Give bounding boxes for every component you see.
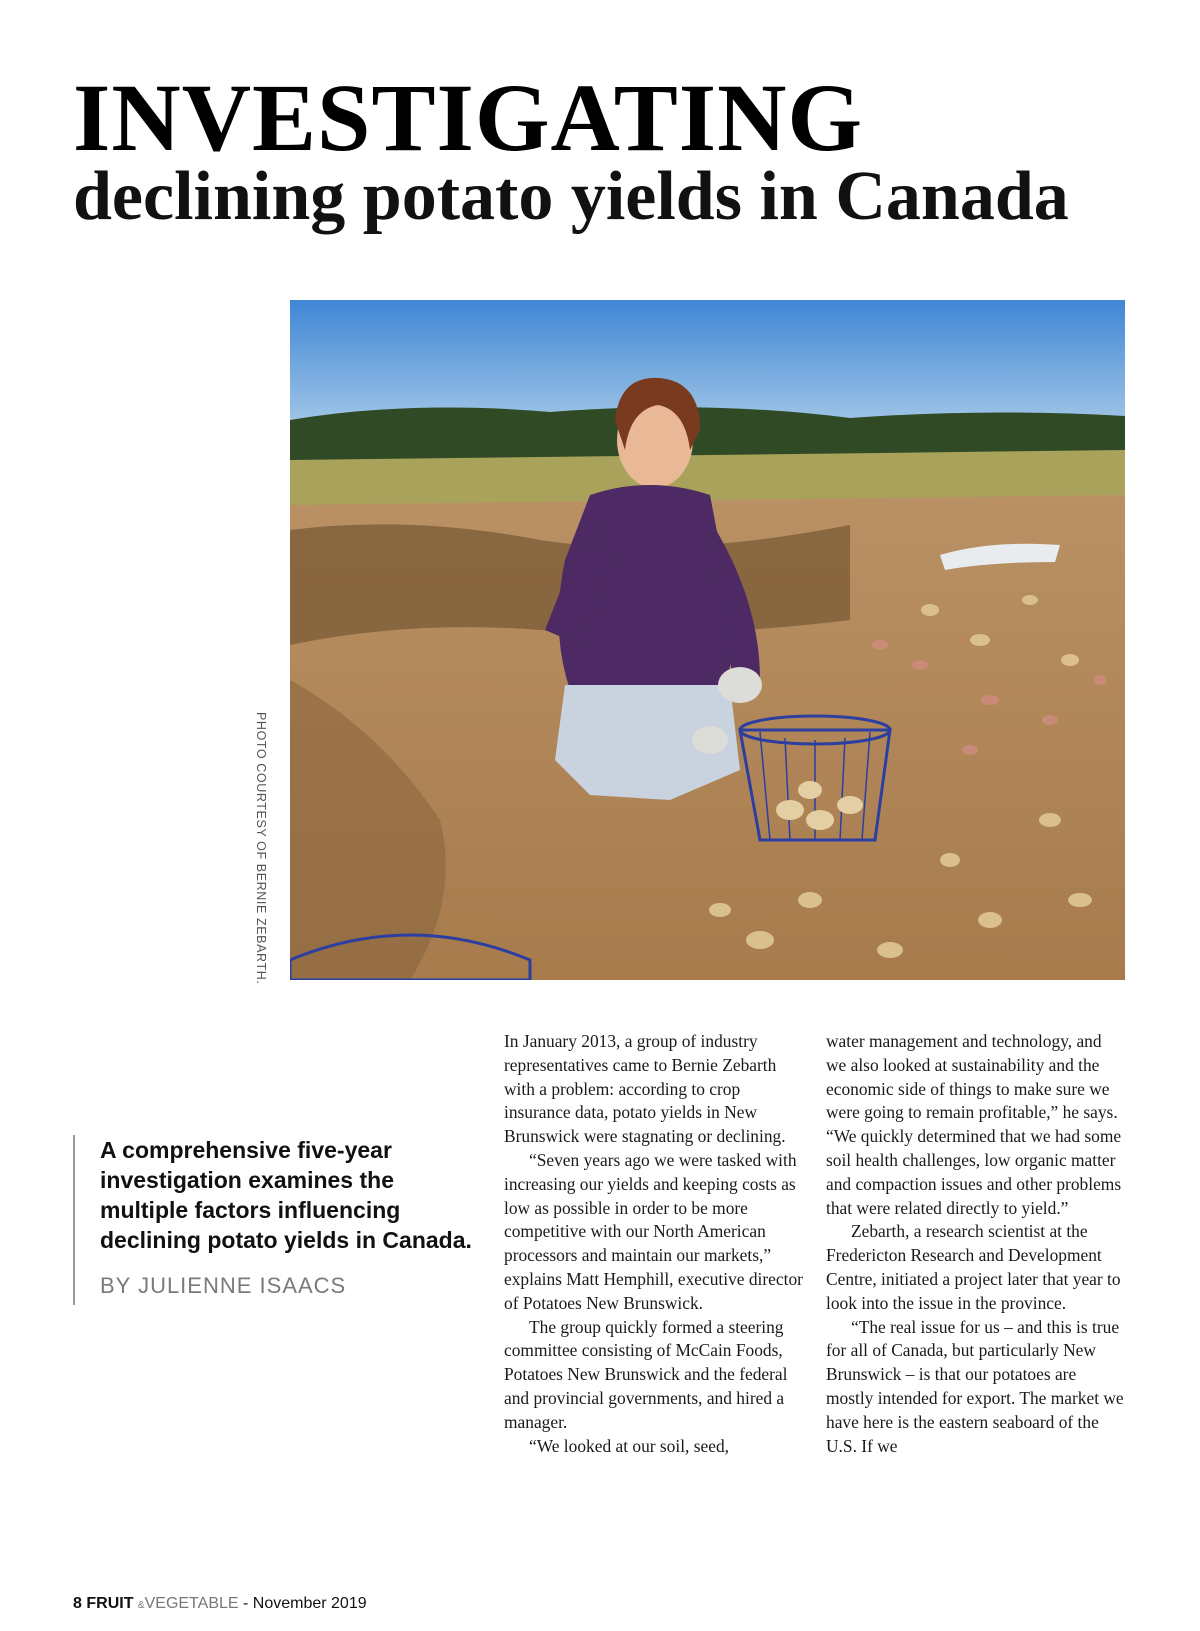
deck-summary: A comprehensive five-year investigation examines the multiple factors influencing declining potato yields in Canada. xyxy=(100,1137,472,1253)
article-column-1 xyxy=(504,1030,804,1458)
page-number: 8 xyxy=(73,1595,82,1612)
page-footer xyxy=(73,1595,367,1613)
photo-credit: PHOTO COURTESY OF BERNIE ZEBARTH. xyxy=(254,712,268,985)
paragraph: In January 2013, a group of industry representatives came to Bernie Zebarth with a problem: according to crop insurance data, potato yields in New Brunswick were stagnating or declining. xyxy=(504,1031,786,1147)
article-column-2 xyxy=(826,1030,1126,1458)
paragraph: water management and technology, and we also looked at sustainability and the economic side of things to make sure we were going to remain profitable,” he says. “We quickly determined that we had some soil health challenges, low organic matter and compaction issues and other problems that were related directly to yield.” xyxy=(826,1031,1122,1218)
issue-date: November 2019 xyxy=(252,1595,367,1612)
footer-separator: - xyxy=(238,1595,253,1612)
magazine-name-amp: & xyxy=(137,1600,145,1611)
headline-title: INVESTIGATING xyxy=(73,64,864,171)
paragraph: “The real issue for us – and this is true for all of Canada, but particularly New Brunswick – is that our potatoes are mostly intended for export. The market we have here is the eastern seaboard of the U.S. If we xyxy=(826,1316,1124,1456)
paragraph: Zebarth, a research scientist at the Fredericton Research and Development Centre, initiated a project later that year to look into the issue in the province. xyxy=(826,1221,1121,1313)
magazine-name-fruit: FRUIT xyxy=(86,1595,134,1612)
magazine-name-vegetable: VEGETABLE xyxy=(144,1595,239,1612)
paragraph: “We looked at our soil, seed, xyxy=(529,1435,729,1456)
headline-subtitle: declining potato yields in Canada xyxy=(73,158,1069,235)
paragraph: The group quickly formed a steering committee consisting of McCain Foods, Potatoes New Brunswick and the federal and provincial governments, and hired a manager. xyxy=(504,1316,788,1432)
paragraph: “Seven years ago we were tasked with increasing our yields and keeping costs as low as possible in order to be more competitive with our North American processors and maintain our markets,” explains Matt Hemphill, executive director of Potatoes New Brunswick. xyxy=(504,1149,803,1313)
article-photo xyxy=(290,300,1125,980)
author-byline: BY JULIENNE ISAACS xyxy=(100,1273,347,1298)
article-deck xyxy=(73,1135,473,1305)
